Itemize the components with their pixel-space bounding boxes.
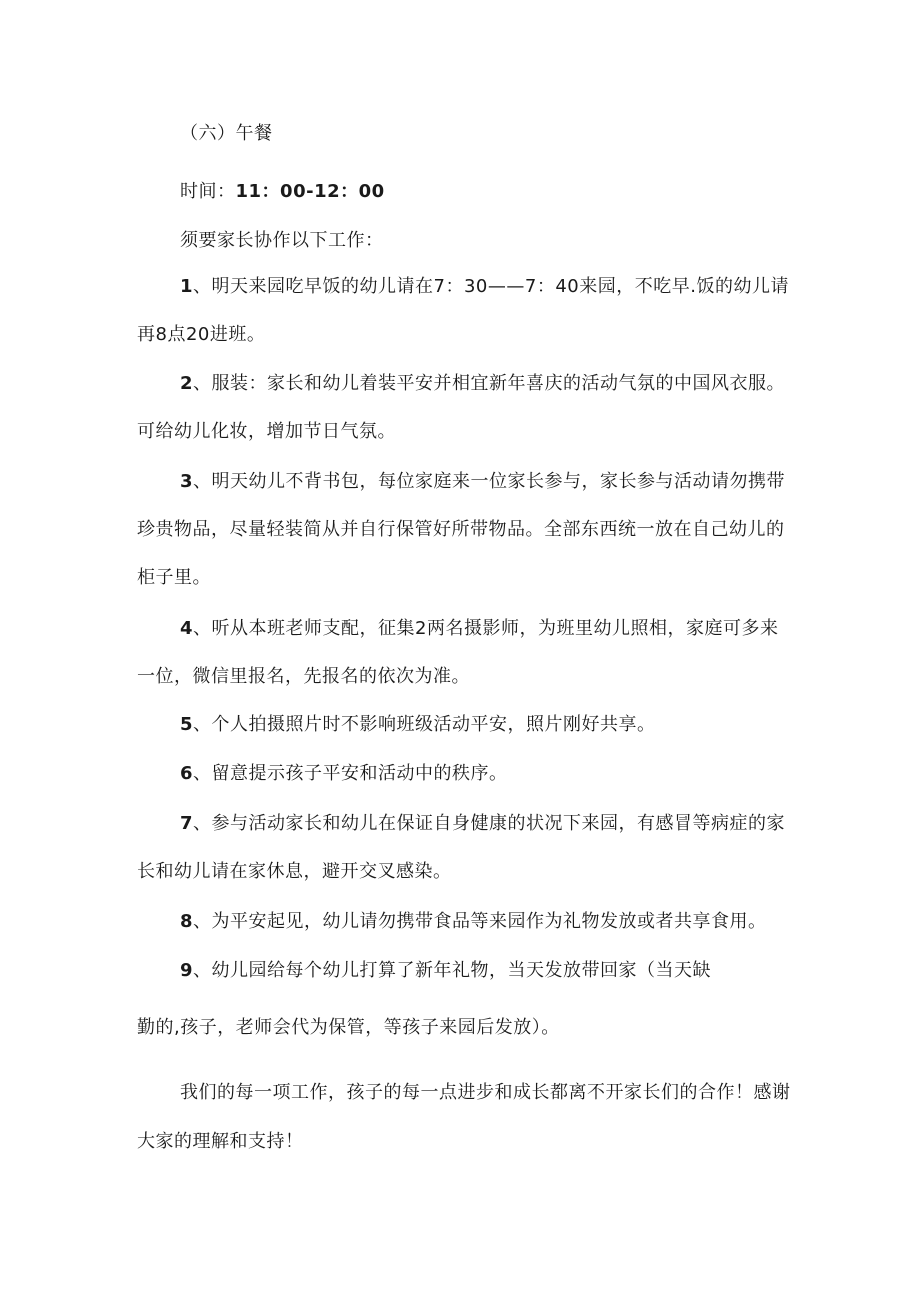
item-text-cont: 一位，微信里报名，先报名的依次为准。 [137,666,470,687]
item-text: 、明天幼儿不背书包，每位家庭来一位家长参与，家长参与活动请勿携带 [193,471,786,492]
item-number: 6 [180,763,194,784]
item-text-cont: 长和幼儿请在家休息，避开交叉感染。 [137,861,452,882]
item-text: 、服装：家长和幼儿着装平安并相宜新年喜庆的活动气氛的中国风衣服。 [193,373,786,394]
list-item [180,617,778,641]
item-text: 、明天来园吃早饭的幼儿请在7：30——7：40来园，不吃早.饭的幼儿请 [193,276,789,297]
time-line [180,180,385,204]
item-text: 、留意提示孩子平安和活动中的秩序。 [193,763,508,784]
item-text: 、幼儿园给每个幼儿打算了新年礼物，当天发放带回家（当天缺 [193,960,712,981]
list-item [180,713,656,737]
list-item [180,372,785,396]
item-number: 3 [180,471,194,492]
intro-text: 须要家长协作以下工作： [180,230,384,251]
item-number: 5 [180,714,194,735]
item-number: 8 [180,911,194,932]
item-text-cont: 再8点20进班。 [137,324,266,345]
list-item [180,275,789,299]
list-item [180,762,508,786]
item-text-cont: 珍贵物品，尽量轻装简从并自行保管好所带物品。全部东西统一放在自己幼儿的 [137,519,785,540]
item-text: 、个人拍摄照片时不影响班级活动平安，照片刚好共享。 [193,714,656,735]
item-number: 9 [180,960,194,981]
item-text-cont: 柜子里。 [137,567,211,588]
item-text: 、听从本班老师支配，征集2两名摄影师，为班里幼儿照相，家庭可多来 [193,618,779,639]
item-text: 、为平安起见，幼儿请勿携带食品等来园作为礼物发放或者共享食用。 [193,911,767,932]
closing-text: 我们的每一项工作，孩子的每一点进步和成长都离不开家长们的合作！感谢 [180,1082,791,1103]
item-number: 7 [180,813,194,834]
list-item [180,910,767,934]
item-number: 1 [180,276,194,297]
list-item [180,959,711,983]
list-item [180,470,785,494]
list-item [180,812,785,836]
item-text-cont: 可给幼儿化妆，增加节日气氛。 [137,421,396,442]
section-heading: （六）午餐 [180,123,273,144]
closing-text-cont: 大家的理解和支持！ [137,1131,304,1152]
time-value: 11：00-12：00 [235,181,385,202]
item-text: 、参与活动家长和幼儿在保证自身健康的状况下来园，有感冒等病症的家 [193,813,786,834]
item-number: 4 [180,618,194,639]
time-label: 时间： [180,181,236,202]
item-text-cont: 勤的,孩子，老师会代为保管，等孩子来园后发放）。 [137,1017,560,1038]
item-number: 2 [180,373,194,394]
